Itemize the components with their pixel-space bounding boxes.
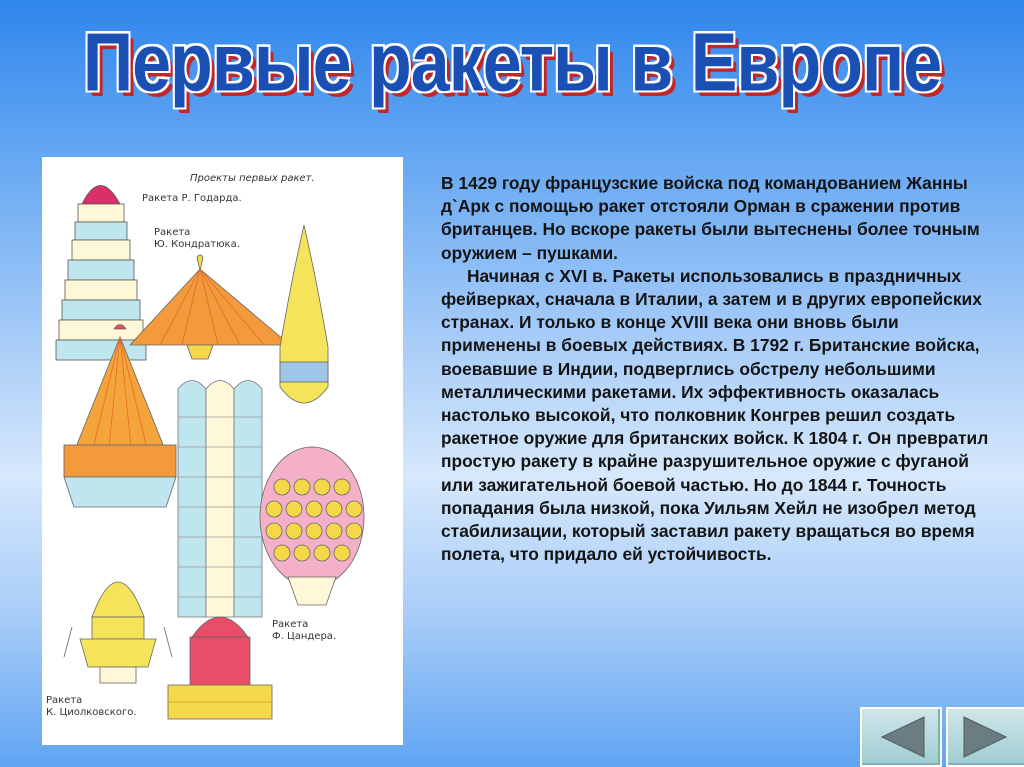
picture-caption: Проекты первых ракет. bbox=[190, 173, 315, 184]
arrow-left-icon bbox=[862, 709, 940, 765]
red-base-rocket bbox=[168, 617, 272, 719]
kondratyuk-rocket bbox=[130, 255, 290, 359]
tall-column-rocket bbox=[178, 381, 262, 618]
arrow-right-icon bbox=[948, 709, 1024, 765]
goddard-rocket bbox=[56, 186, 146, 361]
picture-label: К. Циолковского. bbox=[46, 707, 137, 718]
previous-slide-button[interactable] bbox=[860, 707, 942, 767]
picture-label: Ф. Цандера. bbox=[272, 631, 337, 642]
slide-title: Первые ракеты в Европе bbox=[82, 15, 942, 109]
picture-label: Ракета Р. Годарда. bbox=[142, 193, 242, 204]
picture-label: Ракета bbox=[154, 227, 191, 238]
picture-label: Ю. Кондратюка. bbox=[154, 239, 240, 250]
tsander-rocket bbox=[260, 447, 364, 605]
picture-label: Ракета bbox=[46, 695, 83, 706]
paragraph-2: Начиная с XVI в. Ракеты использовались в праздничных фейверках, сначала в Италии, а затем и в других европейских странах. И только в конце XVIII века они вновь были применены в боевых действиях. В 1792 г. Британские войска, воевавшие в Индии, подверглись обстрелу небольшими металлическими ракетами. Их эффективность оказалась настолько высокой, что полковник Конгрев решил создать ракетное оружие для британских войск. К 1804 г. Он превратил простую ракету в крайне разрушительное оружие с фуганой или зажигательной боевой частью. Но до 1844 г. Точность попадания была низкой, пока Уильям Хейл не изобрел метод стабилизации, который заставил ракету вращаться во время полета, что придало ей устойчивость. bbox=[441, 265, 989, 565]
next-slide-button[interactable] bbox=[946, 707, 1024, 767]
tsiolkovsky-rocket bbox=[64, 582, 172, 683]
slide-body-text bbox=[441, 172, 989, 566]
paragraph-1: В 1429 году французские войска под командованием Жанны д`Арк с помощью ракет отстояли Орман в сражении против британцев. Но вскоре ракеты были вытеснены более точным оружием – пушками. bbox=[441, 173, 980, 263]
picture-label: Ракета bbox=[272, 619, 309, 630]
rocket-projects-illustration bbox=[42, 157, 403, 745]
yellow-capsule-rocket bbox=[280, 225, 328, 403]
